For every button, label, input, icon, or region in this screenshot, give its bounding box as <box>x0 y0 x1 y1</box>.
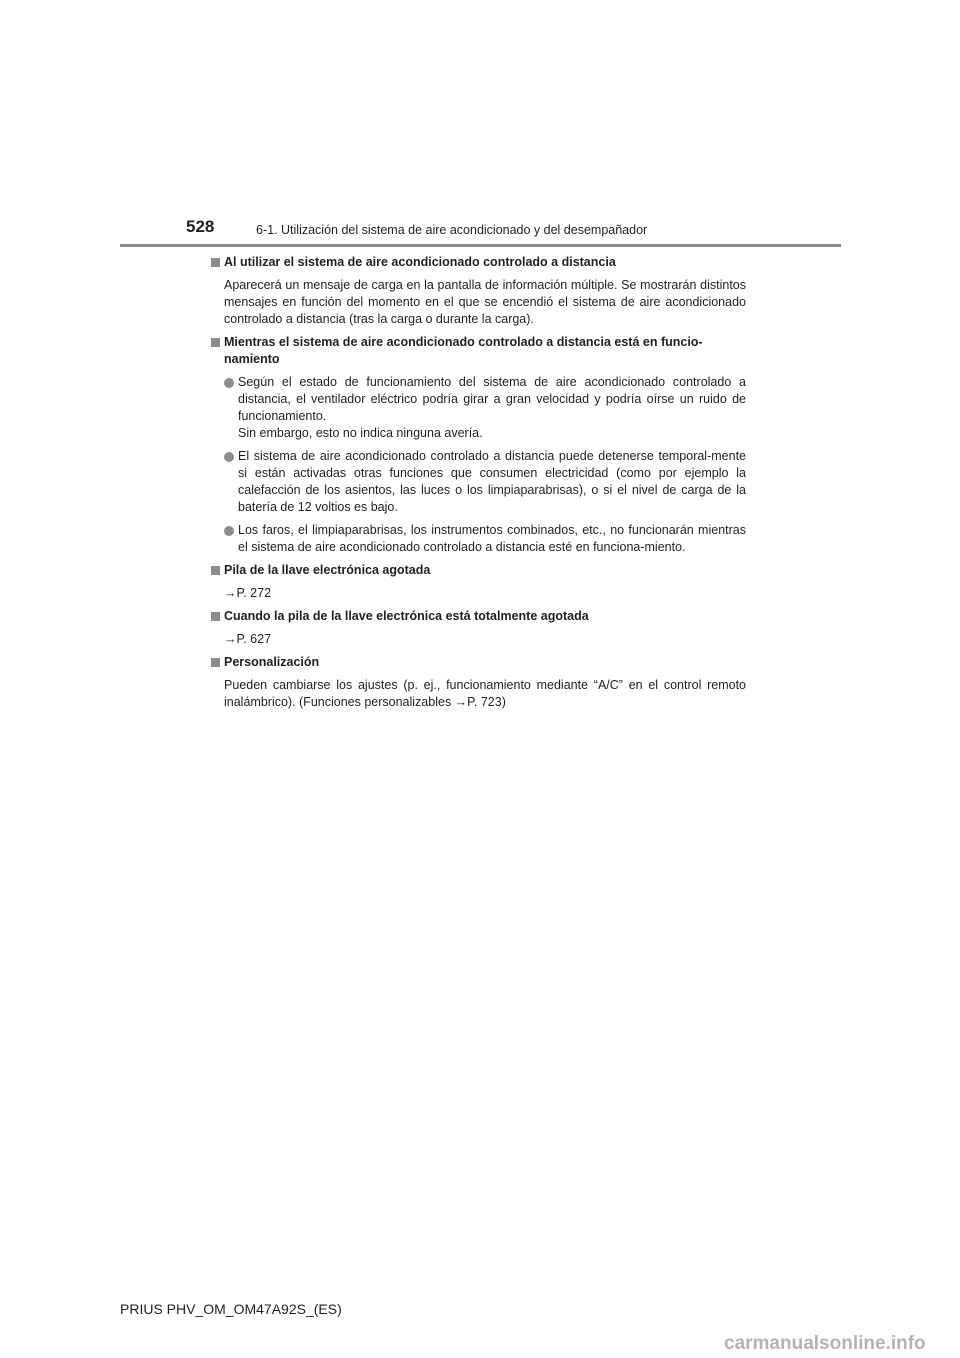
header-rule <box>120 244 841 247</box>
square-bullet-icon <box>211 658 220 667</box>
note-paragraph: Aparecerá un mensaje de carga en la pantalla de información múltiple. Se mostrarán distintos mensajes en función del momento en el que se encendió el sistema de aire acondicionado controlado a distancia (tras la carga o durante la carga). <box>224 278 746 326</box>
square-bullet-icon <box>211 566 220 575</box>
note-heading: Pila de la llave electrónica agotada <box>211 562 746 579</box>
note-heading: Mientras el sistema de aire acondicionado controlado a distancia está en funcio-namiento <box>211 334 746 368</box>
round-bullet-icon <box>224 452 234 462</box>
page-reference[interactable]: →P. 272 <box>224 586 272 600</box>
note-key-battery-low <box>211 562 746 602</box>
section-title: 6-1. Utilización del sistema de aire acondicionado y del desempañador <box>256 223 648 237</box>
square-bullet-icon <box>211 338 220 347</box>
note-heading: Al utilizar el sistema de aire acondicionado controlado a distancia <box>211 254 746 271</box>
round-bullet-icon <box>224 526 234 536</box>
page-reference[interactable]: →P. 627 <box>224 632 272 646</box>
page-number: 528 <box>186 217 215 236</box>
arrow-icon: → <box>454 695 468 709</box>
page-reference[interactable]: P. 723) <box>467 695 506 709</box>
note-while-operating <box>211 334 746 556</box>
bullet-item: El sistema de aire acondicionado controlado a distancia puede detenerse temporal-mente si están activadas otras funciones que consumen electricidad (como por ejemplo la calefacción de los asientos, las luces o los limpiaparabrisas), o si el nivel de carga de la batería de 12 voltios es bajo. <box>211 448 746 516</box>
note-heading: Cuando la pila de la llave electrónica está totalmente agotada <box>211 608 746 625</box>
note-remote-ac <box>211 254 746 328</box>
arrow-icon: → <box>224 586 237 600</box>
round-bullet-icon <box>224 378 234 388</box>
arrow-icon: → <box>224 632 237 646</box>
footer-doc-code: PRIUS PHV_OM_OM47A92S_(ES) <box>120 1301 342 1317</box>
note-key-battery-dead <box>211 608 746 648</box>
note-heading: Personalización <box>211 654 746 671</box>
bullet-item: Los faros, el limpiaparabrisas, los instrumentos combinados, etc., no funcionarán mientras el sistema de aire acondicionado controlado a distancia esté en funciona-miento. <box>211 522 746 556</box>
note-customization <box>211 654 746 711</box>
watermark: carmanualsonline.info <box>724 1333 926 1354</box>
square-bullet-icon <box>211 612 220 621</box>
bullet-item: Según el estado de funcionamiento del sistema de aire acondicionado controlado a distancia, el ventilador eléctrico podría girar a gran velocidad y podría oírse un ruido de funcionamiento. Sin embargo, esto no indica ninguna avería. <box>211 374 746 442</box>
square-bullet-icon <box>211 258 220 267</box>
page-content <box>211 254 746 717</box>
note-paragraph: Pueden cambiarse los ajustes (p. ej., funcionamiento mediante “A/C” en el control remoto inalámbrico). (Funciones personalizables →P. 723) <box>224 678 746 709</box>
